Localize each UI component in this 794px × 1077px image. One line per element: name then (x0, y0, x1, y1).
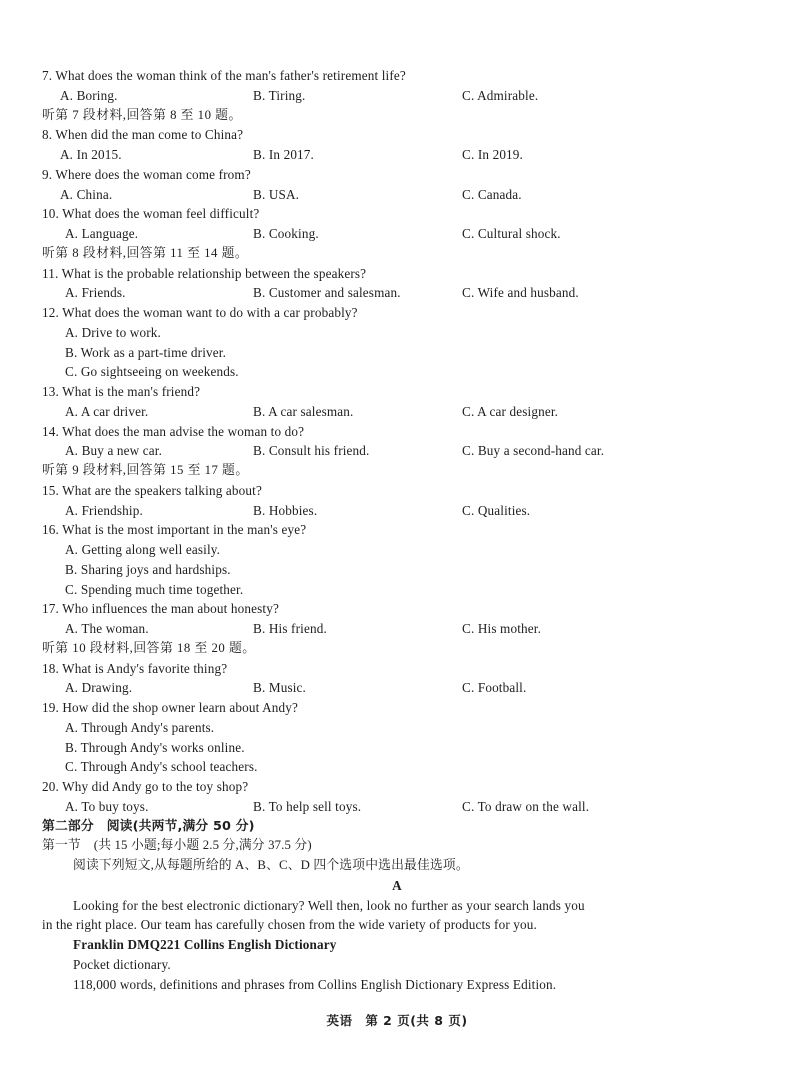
page-footer (0, 1011, 794, 1029)
option-b: B. A car salesman. (253, 403, 354, 419)
option-b: B. Music. (253, 680, 307, 696)
options-11 (0, 283, 794, 303)
question-20: 20. Why did Andy go to the toy shop? (42, 779, 249, 794)
option-c: C. Football. (462, 680, 527, 696)
question-11: 11. What is the probable relationship between the speakers? (42, 265, 367, 281)
part2-heading: 第二部分 阅读(共两节,满分 50 分) (42, 818, 255, 834)
option-b: B. Sharing joys and hardships. (65, 561, 231, 577)
product-description-1: Pocket dictionary. (73, 956, 171, 972)
option-b: B. Work as a part-time driver. (65, 344, 227, 360)
question-13: 13. What is the man's friend? (42, 384, 201, 399)
options-18 (0, 678, 794, 698)
option-c: C. Wife and husband. (462, 285, 579, 301)
options-14 (0, 441, 794, 461)
option-a: A. Buy a new car. (65, 443, 163, 459)
product-title: Franklin DMQ221 Collins English Dictionary (73, 937, 337, 952)
options-10 (0, 224, 794, 244)
passage-paragraph-line-2: in the right place. Our team has carefully chosen from the wide variety of products for you. (42, 917, 537, 933)
passage-paragraph-line-1: Looking for the best electronic dictionary? Well then, look no further as your search lands you (73, 897, 585, 913)
instruction-passage-7: 听第 7 段材料,回答第 8 至 10 题。 (42, 107, 242, 122)
options-13 (0, 402, 794, 422)
option-b: B. His friend. (253, 621, 327, 636)
option-a: A. The woman. (65, 621, 149, 636)
question-14: 14. What does the man advise the woman to do? (42, 423, 305, 439)
option-c: C. Canada. (462, 186, 522, 202)
option-b: B. Consult his friend. (253, 443, 370, 459)
option-a: A. Boring. (60, 87, 118, 103)
option-b: B. In 2017. (253, 147, 314, 162)
option-c: C. Go sightseeing on weekends. (65, 364, 239, 380)
question-10: 10. What does the woman feel difficult? (42, 206, 260, 222)
option-a: A. Drawing. (65, 680, 133, 696)
option-c: C. Admirable. (462, 87, 539, 103)
footer-subject: 英语 (326, 1013, 353, 1028)
option-a: A. Friendship. (65, 502, 143, 518)
option-b: B. USA. (253, 186, 300, 202)
instruction-passage-10: 听第 10 段材料,回答第 18 至 20 题。 (42, 640, 256, 655)
instruction-passage-8: 听第 8 段材料,回答第 11 至 14 题。 (42, 245, 249, 260)
question-9: 9. Where does the woman come from? (42, 166, 251, 182)
product-description-2: 118,000 words, definitions and phrases from Collins English Dictionary Express Edition. (73, 976, 557, 992)
option-c: C. Through Andy's school teachers. (65, 759, 258, 775)
option-b: B. Customer and salesman. (253, 285, 401, 301)
question-15: 15. What are the speakers talking about? (42, 482, 262, 498)
option-b: B. To help sell toys. (253, 798, 362, 814)
passage-label: A (392, 877, 402, 893)
option-a: A. Drive to work. (65, 324, 161, 340)
option-c: C. Cultural shock. (462, 226, 561, 241)
question-17: 17. Who influences the man about honesty? (42, 601, 279, 617)
question-7: 7. What does the woman think of the man's father's retirement life? (42, 68, 406, 83)
options-9 (0, 185, 794, 205)
option-c: C. In 2019. (462, 147, 523, 162)
options-15 (0, 501, 794, 521)
option-c: C. His mother. (462, 621, 542, 636)
question-19: 19. How did the shop owner learn about Andy? (42, 700, 299, 715)
option-b: B. Tiring. (253, 87, 306, 103)
option-a: A. To buy toys. (65, 798, 149, 814)
question-8: 8. When did the man come to China? (42, 127, 244, 143)
option-b: B. Through Andy's works online. (65, 739, 245, 755)
question-16: 16. What is the most important in the man's eye? (42, 522, 307, 538)
option-c: C. Qualities. (462, 502, 531, 518)
option-c: C. Spending much time together. (65, 581, 244, 597)
option-c: C. Buy a second-hand car. (462, 443, 605, 459)
options-8 (0, 145, 794, 165)
option-c: C. To draw on the wall. (462, 798, 590, 814)
reading-instruction: 阅读下列短文,从每题所给的 A、B、C、D 四个选项中选出最佳选项。 (73, 858, 469, 872)
option-b: B. Cooking. (253, 226, 319, 241)
options-20 (0, 797, 794, 817)
section1-heading: 第一节 (共 15 小题;每小题 2.5 分,满分 37.5 分) (42, 838, 312, 853)
option-a: A. In 2015. (60, 147, 122, 162)
option-c: C. A car designer. (462, 403, 559, 419)
footer-page-number: 第 2 页(共 8 页) (365, 1013, 468, 1028)
exam-page (0, 66, 794, 994)
option-a: A. Through Andy's parents. (65, 719, 215, 735)
options-7 (0, 86, 794, 106)
options-17 (0, 619, 794, 639)
option-b: B. Hobbies. (253, 502, 318, 518)
option-a: A. China. (60, 186, 113, 202)
instruction-passage-9: 听第 9 段材料,回答第 15 至 17 题。 (42, 463, 249, 477)
question-18: 18. What is Andy's favorite thing? (42, 660, 228, 676)
question-12: 12. What does the woman want to do with a car probably? (42, 305, 358, 320)
option-a: A. Language. (65, 226, 139, 241)
option-a: A. Getting along well easily. (65, 542, 221, 557)
option-a: A. A car driver. (65, 403, 149, 419)
option-a: A. Friends. (65, 285, 126, 301)
